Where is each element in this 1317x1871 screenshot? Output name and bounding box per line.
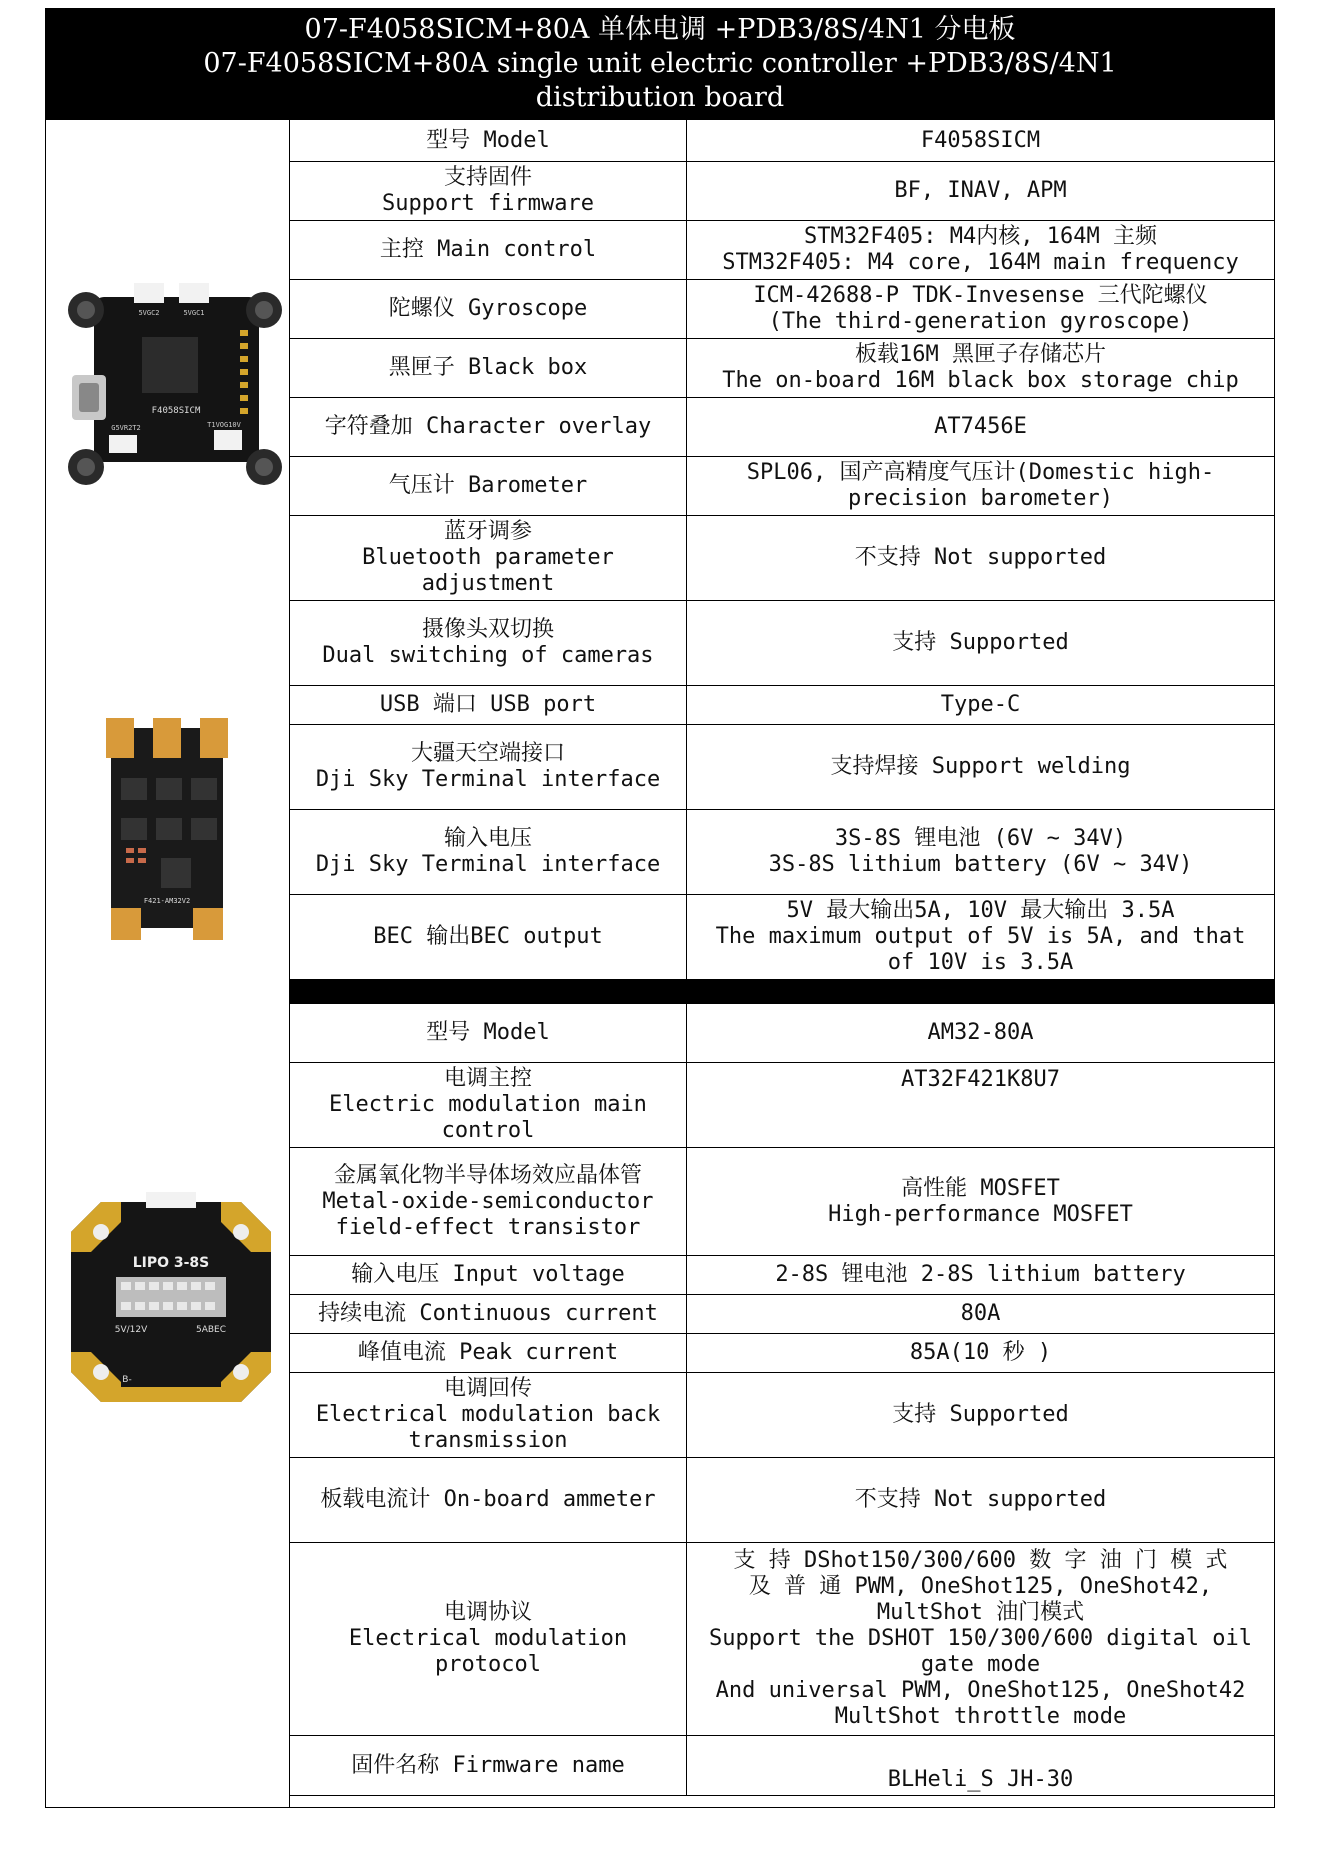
spec-label: 黑匣子 Black box bbox=[388, 355, 588, 380]
spec-value: AT32F421K8U7 bbox=[901, 1067, 1060, 1092]
spec-label: 陀螺仪 Gyroscope bbox=[388, 296, 588, 321]
spec-value: MultShot throttle mode bbox=[834, 1704, 1127, 1729]
fc-pad-left-label: G5VR2T2 bbox=[111, 424, 141, 432]
spec-label-cell bbox=[290, 725, 687, 809]
spec-table bbox=[45, 120, 1275, 1808]
spec-value: MultShot 油门模式 bbox=[876, 1600, 1085, 1625]
esc-spec-row bbox=[290, 1373, 1274, 1458]
fc-spec-row bbox=[290, 516, 1274, 601]
spec-value: The on-board 16M black box storage chip bbox=[722, 368, 1239, 393]
spec-label-cell bbox=[290, 1736, 687, 1795]
esc-board-image bbox=[106, 718, 228, 940]
spec-value: 3S-8S 锂电池 (6V ~ 34V) bbox=[834, 826, 1127, 851]
spec-label: 电调回传 bbox=[443, 1376, 532, 1401]
esc-spec-row bbox=[290, 1458, 1274, 1543]
spec-value: 支持 Supported bbox=[892, 630, 1069, 655]
spec-label: 金属氧化物半导体场效应晶体管 bbox=[333, 1162, 642, 1188]
fc-spec-row bbox=[290, 221, 1274, 280]
title-english: 07-F4058SICM+80A single unit electric controller +PDB3/8S/4N1 bbox=[203, 48, 1117, 79]
spec-label-cell bbox=[290, 1543, 687, 1735]
spec-value: of 10V is 3.5A bbox=[887, 950, 1074, 975]
title-english-cont: distribution board bbox=[535, 82, 785, 113]
spec-label: 固件名称 Firmware name bbox=[351, 1752, 625, 1778]
pdb-title: LIPO 3-8S bbox=[132, 1255, 210, 1271]
title-chinese: 07-F4058SICM+80A 单体电调 +PDB3/8S/4N1 分电板 bbox=[304, 14, 1016, 45]
esc-spec-row bbox=[290, 1148, 1274, 1256]
spec-label: Support firmware bbox=[382, 191, 594, 216]
pdb-image bbox=[61, 1192, 281, 1412]
spec-value: (The third-generation gyroscope) bbox=[768, 309, 1193, 334]
spec-value: 支持 Supported bbox=[892, 1402, 1069, 1427]
spec-value-cell bbox=[687, 1256, 1274, 1294]
spec-value: High-performance MOSFET bbox=[828, 1201, 1133, 1227]
spec-value: BLHeli_S JH-30 bbox=[887, 1767, 1074, 1792]
spec-value: 高性能 MOSFET bbox=[901, 1175, 1060, 1201]
spec-label: transmission bbox=[408, 1428, 568, 1453]
spec-value-cell bbox=[687, 686, 1274, 724]
fc-spec-row bbox=[290, 601, 1274, 686]
spec-value: 板载16M 黑匣子存储芯片 bbox=[855, 342, 1106, 367]
spec-value-cell bbox=[687, 457, 1274, 515]
esc-spec-row bbox=[290, 1295, 1274, 1334]
spec-label-cell bbox=[290, 339, 687, 397]
spec-label-cell bbox=[290, 457, 687, 515]
spec-label-cell bbox=[290, 1458, 687, 1542]
spec-value-cell bbox=[687, 725, 1274, 809]
spec-label-cell bbox=[290, 1334, 687, 1372]
fc-spec-row bbox=[290, 686, 1274, 725]
spec-label-cell bbox=[290, 280, 687, 338]
spec-label: field-effect transistor bbox=[335, 1214, 641, 1240]
spec-value-cell bbox=[687, 1334, 1274, 1372]
fc-label: F4058SICM bbox=[151, 406, 201, 416]
fc-spec-row bbox=[290, 895, 1274, 980]
spec-label: control bbox=[441, 1118, 535, 1143]
spec-label-cell bbox=[290, 1063, 687, 1147]
spec-label: 型号 Model bbox=[426, 1020, 550, 1045]
spec-label-cell bbox=[290, 398, 687, 456]
esc-spec-row bbox=[290, 1736, 1274, 1796]
spec-value: Type-C bbox=[940, 692, 1021, 717]
esc-label: F421-AM32V2 bbox=[143, 897, 191, 905]
spec-value: 5V 最大输出5A, 10V 最大输出 3.5A bbox=[786, 898, 1175, 923]
spec-label: 电调协议 bbox=[443, 1600, 532, 1625]
spec-label-cell bbox=[290, 1373, 687, 1457]
spec-label-cell bbox=[290, 1256, 687, 1294]
spec-value-cell bbox=[687, 1736, 1274, 1795]
flight-controller-image bbox=[64, 275, 286, 493]
spec-value: The maximum output of 5V is 5A, and that bbox=[715, 924, 1246, 949]
spec-value-cell bbox=[687, 398, 1274, 456]
fc-spec-section bbox=[290, 120, 1274, 980]
spec-label: USB 端口 USB port bbox=[379, 692, 597, 717]
esc-spec-row bbox=[290, 1334, 1274, 1373]
pdb-neg-label: B- bbox=[122, 1375, 132, 1385]
spec-value-cell bbox=[687, 810, 1274, 894]
spec-label-cell bbox=[290, 601, 687, 685]
page-header bbox=[45, 8, 1275, 120]
spec-value-cell bbox=[687, 1373, 1274, 1457]
pdb-right-label: 5ABEC bbox=[195, 1325, 227, 1335]
spec-label: BEC 输出BEC output bbox=[373, 924, 603, 949]
spec-value-cell bbox=[687, 601, 1274, 685]
spec-label: Dual switching of cameras bbox=[322, 643, 654, 668]
esc-spec-row bbox=[290, 1256, 1274, 1295]
spec-value: 不支持 Not supported bbox=[854, 545, 1107, 570]
esc-spec-row bbox=[290, 1543, 1274, 1736]
spec-value-cell bbox=[687, 516, 1274, 600]
spec-value: And universal PWM, OneShot125, OneShot42 bbox=[715, 1678, 1246, 1703]
spec-label: 蓝牙调参 bbox=[443, 519, 532, 544]
spec-label-cell bbox=[290, 516, 687, 600]
spec-value: 3S-8S lithium battery (6V ~ 34V) bbox=[768, 852, 1193, 877]
pdb-left-label: 5V/12V bbox=[114, 1325, 148, 1335]
spec-rows bbox=[290, 120, 1274, 1796]
spec-label: 输入电压 bbox=[443, 826, 532, 851]
fc-spec-row bbox=[290, 339, 1274, 398]
spec-value-cell bbox=[687, 162, 1274, 220]
spec-label-cell bbox=[290, 1004, 687, 1062]
section-divider bbox=[290, 980, 1274, 1004]
spec-label: Electrical modulation back bbox=[315, 1402, 661, 1427]
fc-pad-right-label: T1VOG10V bbox=[207, 421, 241, 429]
spec-label: 摄像头双切换 bbox=[421, 617, 554, 642]
spec-value: F4058SICM bbox=[920, 127, 1041, 153]
spec-value-cell bbox=[687, 1458, 1274, 1542]
spec-label: Dji Sky Terminal interface bbox=[315, 852, 661, 877]
spec-label: 字符叠加 Character overlay bbox=[324, 414, 652, 439]
spec-value-cell bbox=[687, 120, 1274, 161]
fc-spec-row bbox=[290, 120, 1274, 162]
spec-value-cell bbox=[687, 1543, 1274, 1735]
product-image-column bbox=[46, 120, 290, 1807]
spec-label: 型号 Model bbox=[426, 127, 550, 153]
spec-label: Electrical modulation bbox=[348, 1626, 628, 1651]
fc-spec-row bbox=[290, 725, 1274, 810]
spec-value-cell bbox=[687, 1295, 1274, 1333]
spec-value: precision barometer) bbox=[848, 486, 1113, 511]
spec-value-cell bbox=[687, 1063, 1274, 1147]
spec-value: ICM-42688-P TDK-Invesense 三代陀螺仪 bbox=[753, 283, 1208, 308]
spec-label: adjustment bbox=[421, 571, 555, 596]
spec-label: Metal-oxide-semiconductor bbox=[322, 1188, 654, 1214]
fc-spec-row bbox=[290, 457, 1274, 516]
spec-value: STM32F405: M4 core, 164M main frequency bbox=[722, 250, 1239, 275]
spec-value: SPL06, 国产高精度气压计(Domestic high- bbox=[746, 460, 1215, 485]
spec-label: 峰值电流 Peak current bbox=[357, 1340, 619, 1365]
spec-value-cell bbox=[687, 339, 1274, 397]
spec-value: STM32F405: M4内核, 164M 主频 bbox=[804, 224, 1157, 249]
fc-top-left-label: 5VGC2 bbox=[138, 309, 160, 317]
spec-label: 电调主控 bbox=[443, 1066, 532, 1091]
spec-value-cell bbox=[687, 1004, 1274, 1062]
spec-value: BF, INAV, APM bbox=[894, 178, 1067, 203]
spec-label-cell bbox=[290, 1295, 687, 1333]
spec-label: Bluetooth parameter bbox=[362, 545, 614, 570]
spec-label: 持续电流 Continuous current bbox=[318, 1301, 658, 1326]
spec-value-cell bbox=[687, 1148, 1274, 1255]
esc-spec-row bbox=[290, 1004, 1274, 1063]
spec-label: Electric modulation main bbox=[329, 1092, 647, 1117]
spec-value: AT7456E bbox=[934, 414, 1027, 439]
fc-spec-row bbox=[290, 280, 1274, 339]
spec-label: 板载电流计 On-board ammeter bbox=[320, 1487, 656, 1512]
spec-value-cell bbox=[687, 280, 1274, 338]
spec-label: 主控 Main control bbox=[379, 237, 597, 262]
fc-spec-row bbox=[290, 810, 1274, 895]
spec-value: AM32-80A bbox=[927, 1020, 1034, 1045]
spec-label: 支持固件 bbox=[443, 165, 532, 190]
spec-label: 气压计 Barometer bbox=[388, 473, 588, 498]
spec-label-cell bbox=[290, 895, 687, 979]
spec-value-cell bbox=[687, 221, 1274, 279]
esc-spec-row bbox=[290, 1063, 1274, 1148]
spec-label-cell bbox=[290, 810, 687, 894]
spec-value: 支 持 DShot150/300/600 数 字 油 门 模 式 bbox=[733, 1548, 1228, 1573]
spec-label-cell bbox=[290, 1148, 687, 1255]
esc-spec-section bbox=[290, 1004, 1274, 1796]
spec-value: gate mode bbox=[920, 1652, 1041, 1677]
spec-sheet bbox=[45, 8, 1275, 1808]
fc-spec-row bbox=[290, 398, 1274, 457]
spec-label-cell bbox=[290, 162, 687, 220]
spec-label: 大疆天空端接口 bbox=[410, 741, 565, 766]
spec-label-cell bbox=[290, 686, 687, 724]
spec-value: 支持焊接 Support welding bbox=[830, 754, 1131, 779]
spec-label-cell bbox=[290, 120, 687, 161]
spec-value: Support the DSHOT 150/300/600 digital oil bbox=[708, 1626, 1253, 1651]
spec-label: 输入电压 Input voltage bbox=[351, 1262, 625, 1287]
spec-label-cell bbox=[290, 221, 687, 279]
spec-value-cell bbox=[687, 895, 1274, 979]
spec-value: 2-8S 锂电池 2-8S lithium battery bbox=[775, 1262, 1186, 1287]
spec-label: Dji Sky Terminal interface bbox=[315, 767, 661, 792]
fc-top-right-label: 5VGC1 bbox=[183, 309, 205, 317]
spec-value: 及 普 通 PWM, OneShot125, OneShot42, bbox=[748, 1574, 1213, 1599]
spec-label: protocol bbox=[435, 1652, 541, 1677]
fc-spec-row bbox=[290, 162, 1274, 221]
spec-value: 80A bbox=[960, 1301, 1001, 1326]
spec-value: 85A(10 秒 ) bbox=[909, 1340, 1052, 1365]
spec-value: 不支持 Not supported bbox=[854, 1487, 1107, 1512]
